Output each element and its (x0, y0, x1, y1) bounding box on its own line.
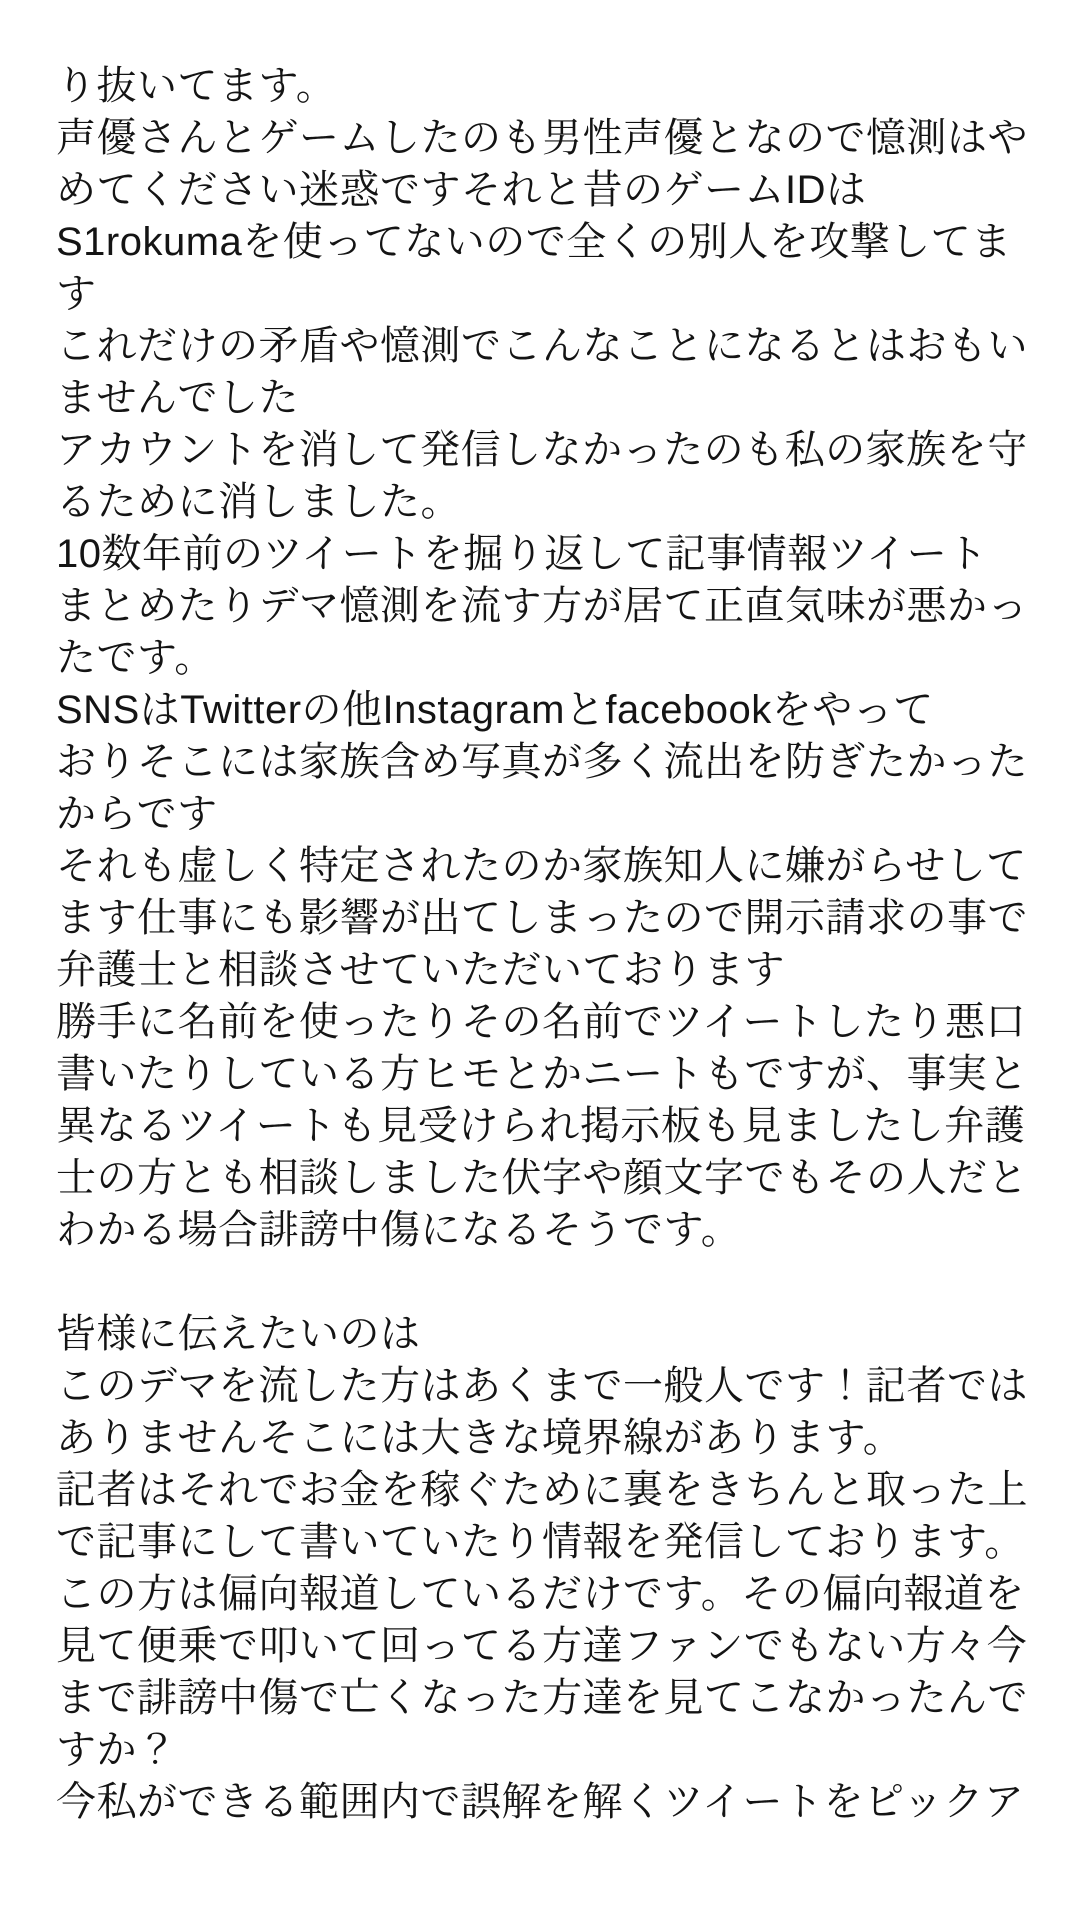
text-line: おりそこには家族含め写真が多く流出を防ぎたかった (56, 740, 1028, 784)
text-line: わかる場合誹謗中傷になるそうです。 (56, 1208, 742, 1252)
text-line: り抜いてます。 (56, 64, 337, 108)
text-line: このデマを流した方はあくまで一般人です！記者では (56, 1364, 1028, 1408)
statement-text (56, 60, 1046, 1828)
text-line: 皆様に伝えたいのは (56, 1312, 421, 1356)
text-line: 記者はそれでお金を稼ぐために裏をきちんと取った上 (56, 1468, 1028, 1512)
text-line: からです (56, 792, 218, 836)
text-line: ありませんそこには大きな境界線があります。 (56, 1416, 904, 1460)
text-line: めてください迷惑ですそれと昔のゲームIDは (56, 168, 867, 212)
text-line: 弁護士と相談させていただいております (56, 948, 785, 992)
text-line: アカウントを消して発信しなかったのも私の家族を守 (56, 428, 1028, 472)
text-line: 異なるツイートも見受けられ掲示板も見ましたし弁護 (56, 1104, 1026, 1148)
text-line: これだけの矛盾や憶測でこんなことになるとはおもい (56, 324, 1028, 368)
text-line: ます仕事にも影響が出てしまったので開示請求の事で (56, 896, 1028, 940)
text-line: まとめたりデマ憶測を流す方が居て正直気味が悪かっ (56, 584, 1028, 628)
text-line: たです。 (56, 636, 215, 680)
text-line: 見て便乗で叩いて回ってる方達ファンでもない方々今 (56, 1624, 1028, 1668)
text-line: すか？ (56, 1728, 178, 1772)
text-line: 声優さんとゲームしたのも男性声優となので憶測はや (56, 116, 1028, 160)
text-line: SNSはTwitterの他Instagramとfacebookをやって (56, 688, 934, 732)
text-line: それも虚しく特定されたのか家族知人に嫌がらせして (56, 844, 1027, 888)
text-line: 今私ができる範囲内で誤解を解くツイートをピックア (56, 1780, 1025, 1824)
text-line: ませんでした (56, 376, 299, 420)
blank-line (56, 1256, 1046, 1308)
text-line: まで誹謗中傷で亡くなった方達を見てこなかったんで (56, 1676, 1028, 1720)
text-line: るために消しました。 (56, 480, 461, 524)
text-line: 書いたりしている方ヒモとかニートもですが、事実と (56, 1052, 1028, 1096)
text-line: S1rokumaを使ってないので全くの別人を攻撃してま (56, 220, 1012, 264)
text-line: 10数年前のツイートを掘り返して記事情報ツイート (56, 532, 988, 576)
text-line: で記事にして書いていたり情報を発信しております。 (56, 1520, 1025, 1564)
text-line: この方は偏向報道しているだけです。その偏向報道を (56, 1572, 1025, 1616)
text-line: 勝手に名前を使ったりその名前でツイートしたり悪口 (56, 1000, 1026, 1044)
text-line: す (56, 272, 97, 316)
text-line: 士の方とも相談しました伏字や顔文字でもその人だと (56, 1156, 1028, 1200)
